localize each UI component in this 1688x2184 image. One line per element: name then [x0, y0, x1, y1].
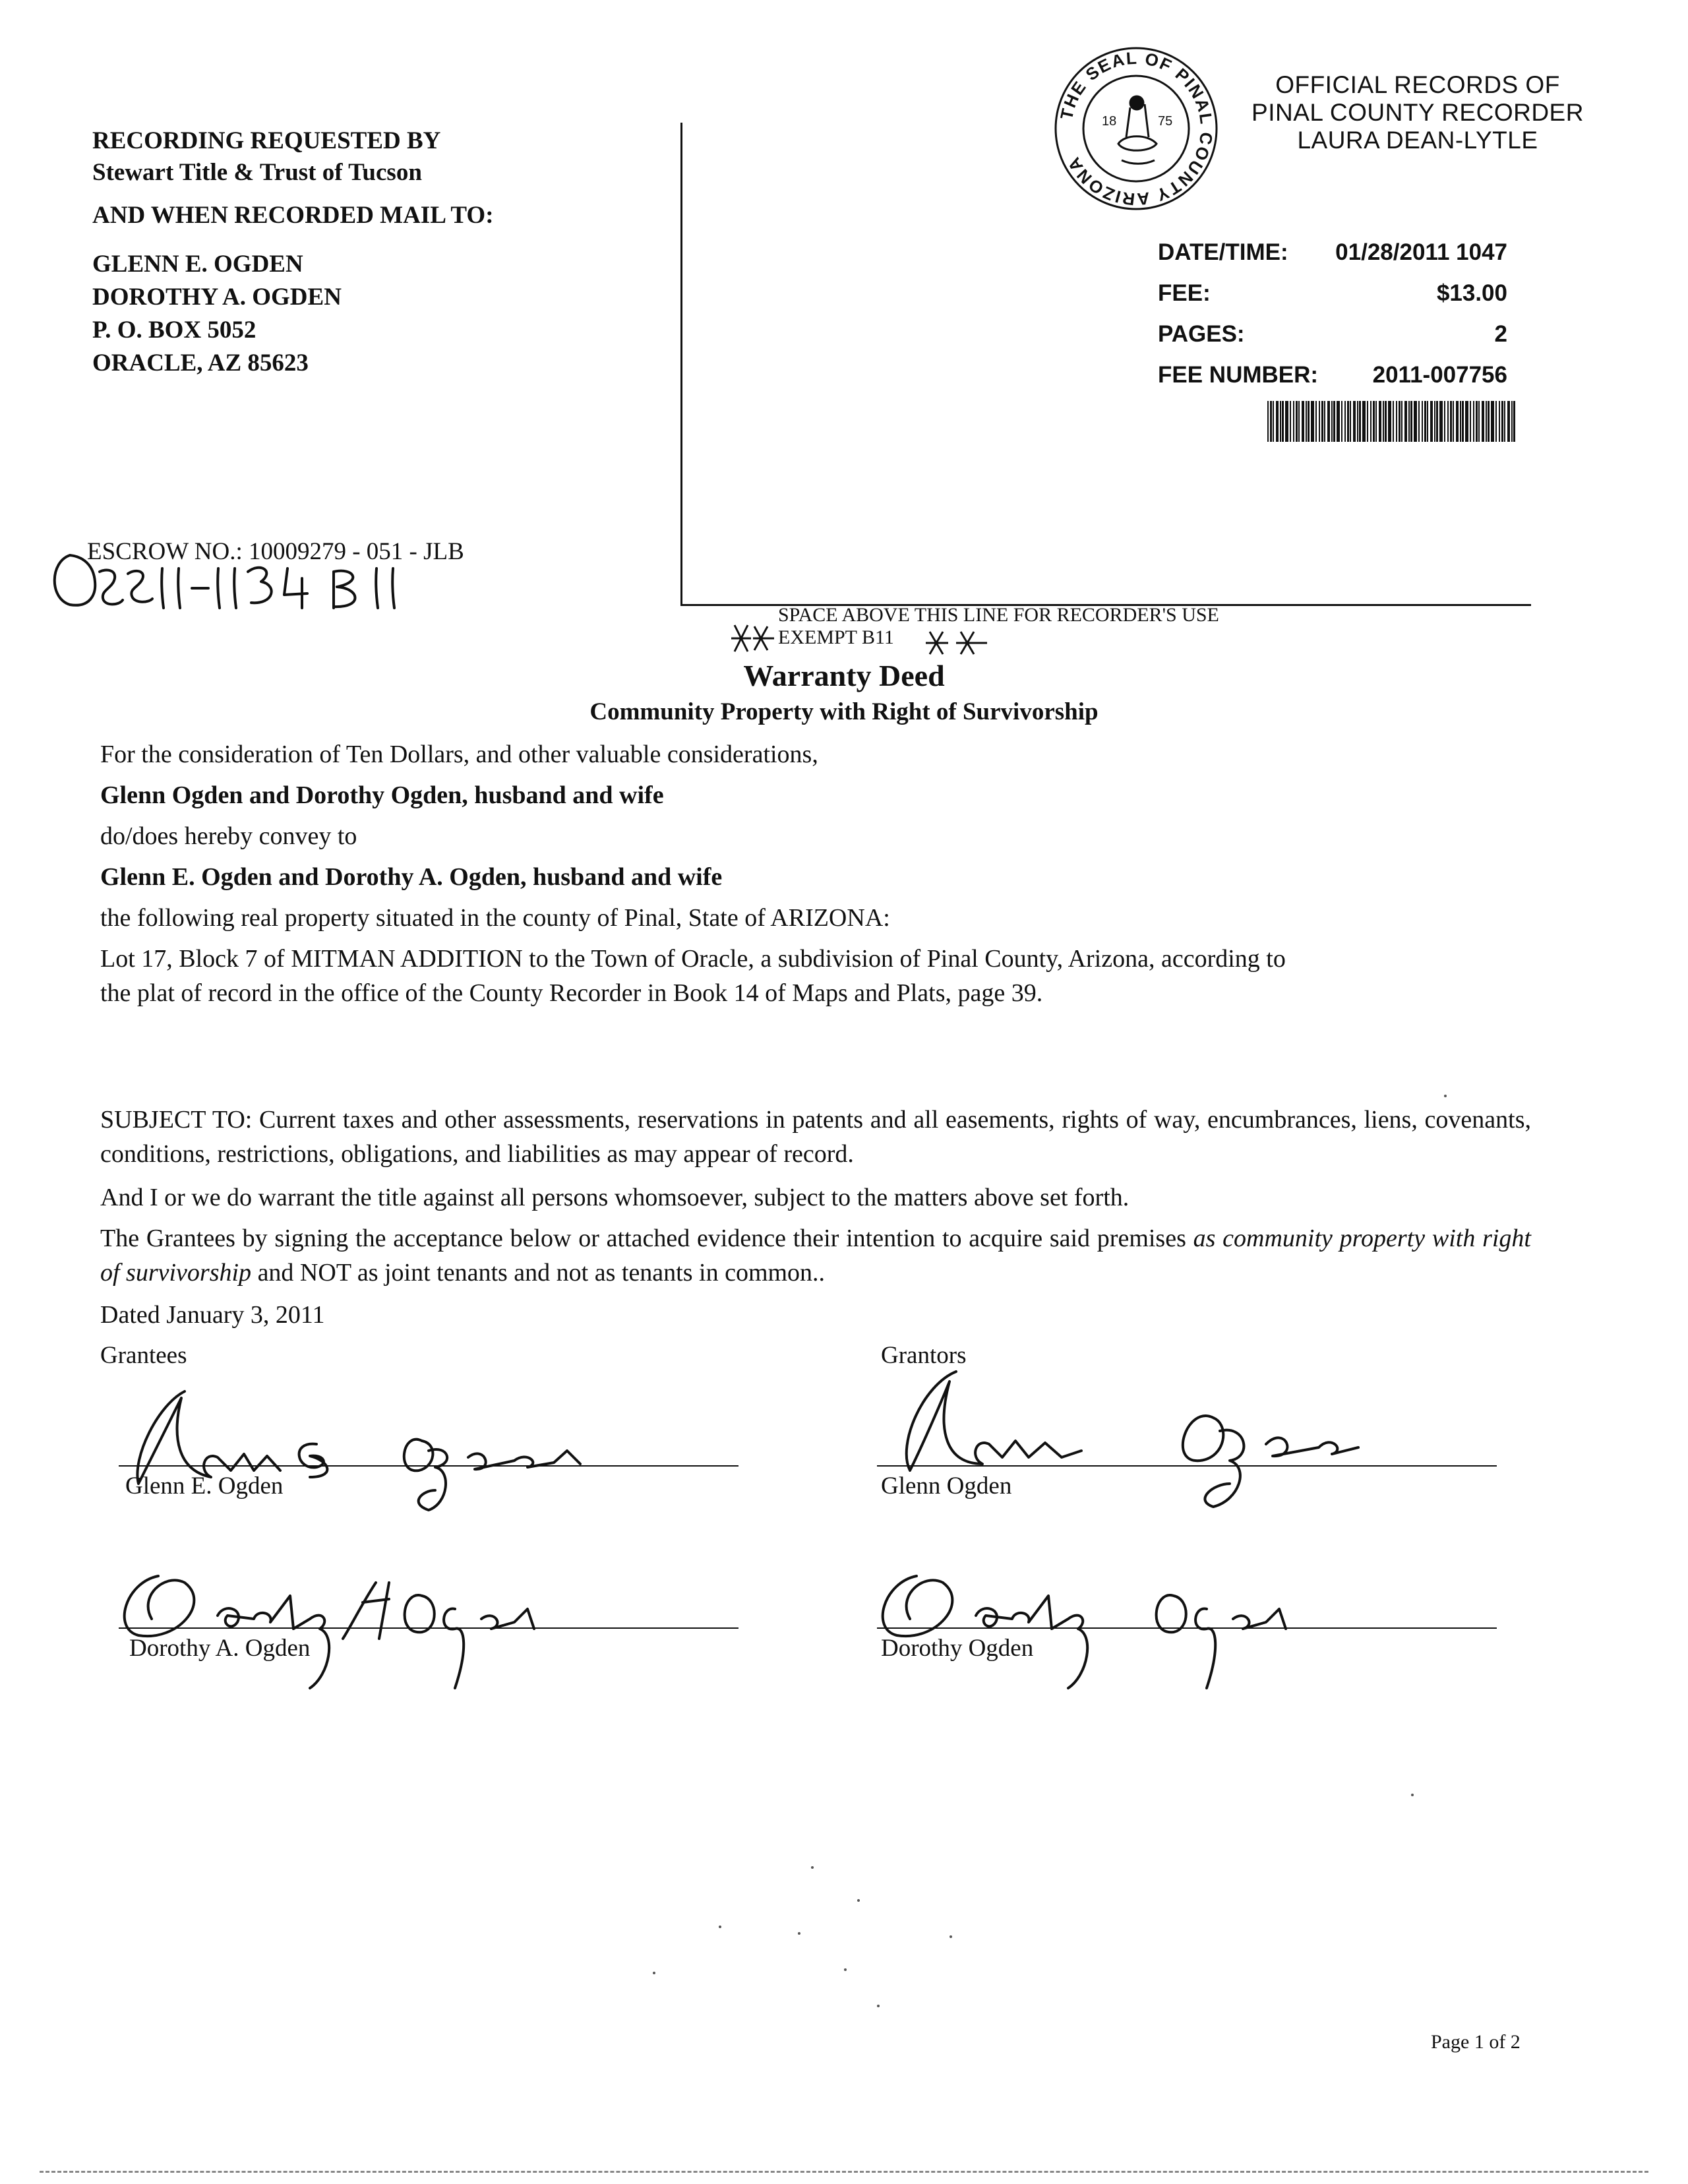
- barcode-bar: [1290, 401, 1291, 442]
- barcode-bar: [1344, 401, 1346, 442]
- barcode-bar: [1473, 401, 1474, 442]
- exempt-code: EXEMPT B11: [778, 626, 894, 648]
- barcode-bar: [1491, 401, 1494, 442]
- header-divider: [680, 123, 682, 605]
- barcode-bar: [1285, 401, 1288, 442]
- barcode-bar: [1439, 401, 1443, 442]
- barcode-bar: [1388, 401, 1391, 442]
- signature-glenn-e-ogden: [119, 1378, 646, 1523]
- barcode-bar: [1460, 401, 1461, 442]
- barcode-bar: [1456, 401, 1459, 442]
- barcode-bar: [1311, 401, 1314, 442]
- barcode-bar: [1379, 401, 1381, 442]
- scan-speck: [950, 1935, 952, 1938]
- barcode-bar: [1357, 401, 1358, 442]
- barcode-bar: [1280, 401, 1281, 442]
- barcode-bar: [1488, 401, 1490, 442]
- signature-dorothy-ogden: [864, 1556, 1391, 1701]
- address-line: P. O. BOX 5052: [92, 317, 256, 344]
- deed-subtitle: Community Property with Right of Survivorship: [589, 698, 1099, 725]
- barcode-bar: [1501, 401, 1503, 442]
- recorder-office-line: PINAL COUNTY RECORDER: [1251, 99, 1584, 126]
- recorder-fields: [1158, 232, 1507, 396]
- barcode-bar: [1401, 401, 1402, 442]
- grantees-names: Glenn E. Ogden and Dorothy A. Ogden, husband and wife: [100, 863, 723, 891]
- grantees-label: Grantees: [100, 1342, 187, 1369]
- exempt-mark-left: [728, 619, 781, 658]
- barcode-bar: [1396, 401, 1397, 442]
- legal-description-line2: the plat of record in the office of the County Recorder in Book 14 of Maps and Plats, page 39.: [100, 979, 1043, 1007]
- barcode-bar: [1476, 401, 1478, 442]
- barcode-bar: [1321, 401, 1323, 442]
- pinal-county-seal: [1052, 45, 1220, 212]
- barcode-bar: [1430, 401, 1433, 442]
- barcode-bar: [1331, 401, 1333, 442]
- barcode-bar: [1347, 401, 1349, 442]
- barcode-bar: [1362, 401, 1366, 442]
- barcode-bar: [1302, 401, 1304, 442]
- recorder-field-row: [1158, 355, 1507, 396]
- barcode-bar: [1427, 401, 1428, 442]
- barcode-bar: [1495, 401, 1497, 442]
- address-line: GLENN E. OGDEN: [92, 251, 303, 278]
- barcode-bar: [1465, 401, 1468, 442]
- barcode-bar: [1447, 401, 1449, 442]
- barcode-bar: [1367, 401, 1368, 442]
- barcode-bar: [1470, 401, 1471, 442]
- barcode-bar: [1444, 401, 1445, 442]
- dated-line: Dated January 3, 2011: [100, 1301, 325, 1329]
- signature-glenn-ogden: [870, 1358, 1398, 1517]
- grantee1-name: Glenn E. Ogden: [125, 1472, 284, 1500]
- scan-speck: [844, 1968, 847, 1971]
- scan-speck: [1444, 1095, 1447, 1097]
- deed-title: Warranty Deed: [743, 659, 945, 692]
- barcode-bar: [1298, 401, 1300, 442]
- legal-description-line1: Lot 17, Block 7 of MITMAN ADDITION to the Town of Oracle, a subdivision of Pinal County, Arizona, according to: [100, 945, 1286, 973]
- warrant-line: And I or we do warrant the title against all persons whomsoever, subject to the matters above set forth.: [100, 1184, 1130, 1211]
- fee-value: $13.00: [1436, 280, 1507, 306]
- grantor1-name: Glenn Ogden: [881, 1472, 1012, 1500]
- barcode-bar: [1273, 401, 1274, 442]
- page-number: Page 1 of 2: [1431, 2031, 1521, 2053]
- barcode-bar: [1337, 401, 1340, 442]
- field-label: DATE/TIME:: [1158, 239, 1288, 265]
- subject-to-paragraph: SUBJECT TO: Current taxes and other assessments, reservations in patents and all easements, rights of way, encumbrances, liens, covenants, conditions, restrictions, obligations, and liabilities as may appear of record.: [100, 1106, 1531, 1168]
- scan-speck: [719, 1926, 721, 1928]
- recording-requested-by: Stewart Title & Trust of Tucson: [92, 159, 422, 186]
- space-above-notice: SPACE ABOVE THIS LINE FOR RECORDER'S USE: [778, 604, 1219, 626]
- scan-speck: [1411, 1794, 1414, 1796]
- barcode-bar: [1507, 401, 1510, 442]
- intent-text-end: and NOT as joint tenants and not as tenants in common..: [251, 1259, 826, 1287]
- barcode-bar: [1410, 401, 1412, 442]
- barcode-bar: [1462, 401, 1464, 442]
- situated-line: the following real property situated in the county of Pinal, State of ARIZONA:: [100, 904, 890, 932]
- recorder-office: [1226, 71, 1609, 154]
- barcode-bar: [1341, 401, 1342, 442]
- barcode-bar: [1422, 401, 1423, 442]
- barcode-bar: [1434, 401, 1435, 442]
- barcode-bar: [1308, 401, 1310, 442]
- handwritten-document-code: [44, 542, 472, 615]
- grantee2-name: Dorothy A. Ogden: [129, 1635, 311, 1662]
- barcode-bar: [1375, 401, 1377, 442]
- seal-emblem: [1118, 96, 1157, 164]
- intent-text: The Grantees by signing the acceptance below or attached evidence their intention to acquire said premises: [100, 1225, 1193, 1252]
- address-line: ORACLE, AZ 85623: [92, 349, 309, 377]
- barcode-bar: [1399, 401, 1401, 442]
- barcode-bar: [1513, 401, 1515, 442]
- barcode-bar: [1385, 401, 1387, 442]
- seal-year-left: 18: [1102, 114, 1117, 129]
- scan-speck: [653, 1972, 655, 1974]
- pages-value: 2: [1494, 321, 1507, 347]
- scan-speck: [877, 2005, 880, 2007]
- field-label: FEE NUMBER:: [1158, 362, 1319, 388]
- barcode-bar: [1270, 401, 1272, 442]
- barcode-bar: [1424, 401, 1426, 442]
- barcode-bar: [1324, 401, 1325, 442]
- barcode-bar: [1393, 401, 1394, 442]
- intent-text-italic: as community property with right of survivorship: [100, 1225, 1531, 1287]
- barcode-bar: [1499, 401, 1500, 442]
- barcode-bar: [1350, 401, 1351, 442]
- barcode-bar: [1296, 401, 1298, 442]
- barcode-bar: [1450, 401, 1452, 442]
- exempt-mark-right: [924, 626, 997, 659]
- grantors-names: Glenn Ogden and Dorothy Ogden, husband and wife: [100, 781, 664, 809]
- fee-number-value: 2011-007756: [1372, 362, 1507, 388]
- barcode-bar: [1333, 401, 1335, 442]
- scan-speck: [811, 1866, 814, 1869]
- field-label: FEE:: [1158, 280, 1211, 306]
- svg-text:THE SEAL OF PINAL COUNTY ARIZO: [1056, 48, 1217, 210]
- barcode-bar: [1511, 401, 1513, 442]
- barcode-bar: [1383, 401, 1384, 442]
- seal-year-right: 75: [1158, 114, 1173, 129]
- barcode-bar: [1267, 401, 1269, 442]
- recorder-field-row: [1158, 314, 1507, 355]
- barcode-bar: [1404, 401, 1407, 442]
- grantor2-name: Dorothy Ogden: [881, 1635, 1034, 1662]
- scan-edge: [40, 2171, 1648, 2173]
- barcode-bar: [1408, 401, 1410, 442]
- date-time-value: 01/28/2011 1047: [1335, 239, 1507, 265]
- recorder-office-line: OFFICIAL RECORDS OF: [1275, 71, 1560, 98]
- recorder-office-line: LAURA DEAN-LYTLE: [1297, 127, 1538, 154]
- barcode-bar: [1436, 401, 1438, 442]
- barcode: [1267, 401, 1518, 442]
- scan-speck: [857, 1899, 860, 1902]
- barcode-bar: [1370, 401, 1372, 442]
- barcode-bar: [1353, 401, 1356, 442]
- barcode-bar: [1482, 401, 1484, 442]
- signature-dorothy-a-ogden: [112, 1556, 679, 1701]
- barcode-bar: [1282, 401, 1284, 442]
- seal-ring-text: THE SEAL OF PINAL COUNTY ARIZONA: [1056, 47, 1217, 210]
- grantees-intent-paragraph: [100, 1221, 1531, 1290]
- barcode-bar: [1478, 401, 1480, 442]
- field-label: PAGES:: [1158, 321, 1245, 347]
- scan-speck: [798, 1932, 800, 1935]
- recorder-field-row: [1158, 273, 1507, 314]
- recorder-field-row: [1158, 232, 1507, 273]
- grantors-label: Grantors: [881, 1342, 967, 1369]
- recording-requested-label: RECORDING REQUESTED BY: [92, 127, 441, 154]
- barcode-bar: [1276, 401, 1279, 442]
- barcode-bar: [1504, 401, 1505, 442]
- barcode-bar: [1359, 401, 1361, 442]
- barcode-bar: [1414, 401, 1417, 442]
- barcode-bar: [1315, 401, 1317, 442]
- address-line: DOROTHY A. OGDEN: [92, 284, 342, 311]
- barcode-bar: [1327, 401, 1330, 442]
- barcode-bar: [1306, 401, 1307, 442]
- mail-to-address: [92, 248, 342, 380]
- barcode-bar: [1486, 401, 1487, 442]
- consideration-line: For the consideration of Ten Dollars, and other valuable considerations,: [100, 741, 818, 768]
- barcode-bar: [1319, 401, 1320, 442]
- barcode-bar: [1373, 401, 1375, 442]
- mail-to-label: AND WHEN RECORDED MAIL TO:: [92, 202, 494, 229]
- escrow-number: ESCROW NO.: 10009279 - 051 - JLB: [87, 538, 464, 565]
- barcode-bar: [1293, 401, 1294, 442]
- barcode-bar: [1418, 401, 1420, 442]
- convey-line: do/does hereby convey to: [100, 822, 357, 850]
- barcode-bar: [1453, 401, 1454, 442]
